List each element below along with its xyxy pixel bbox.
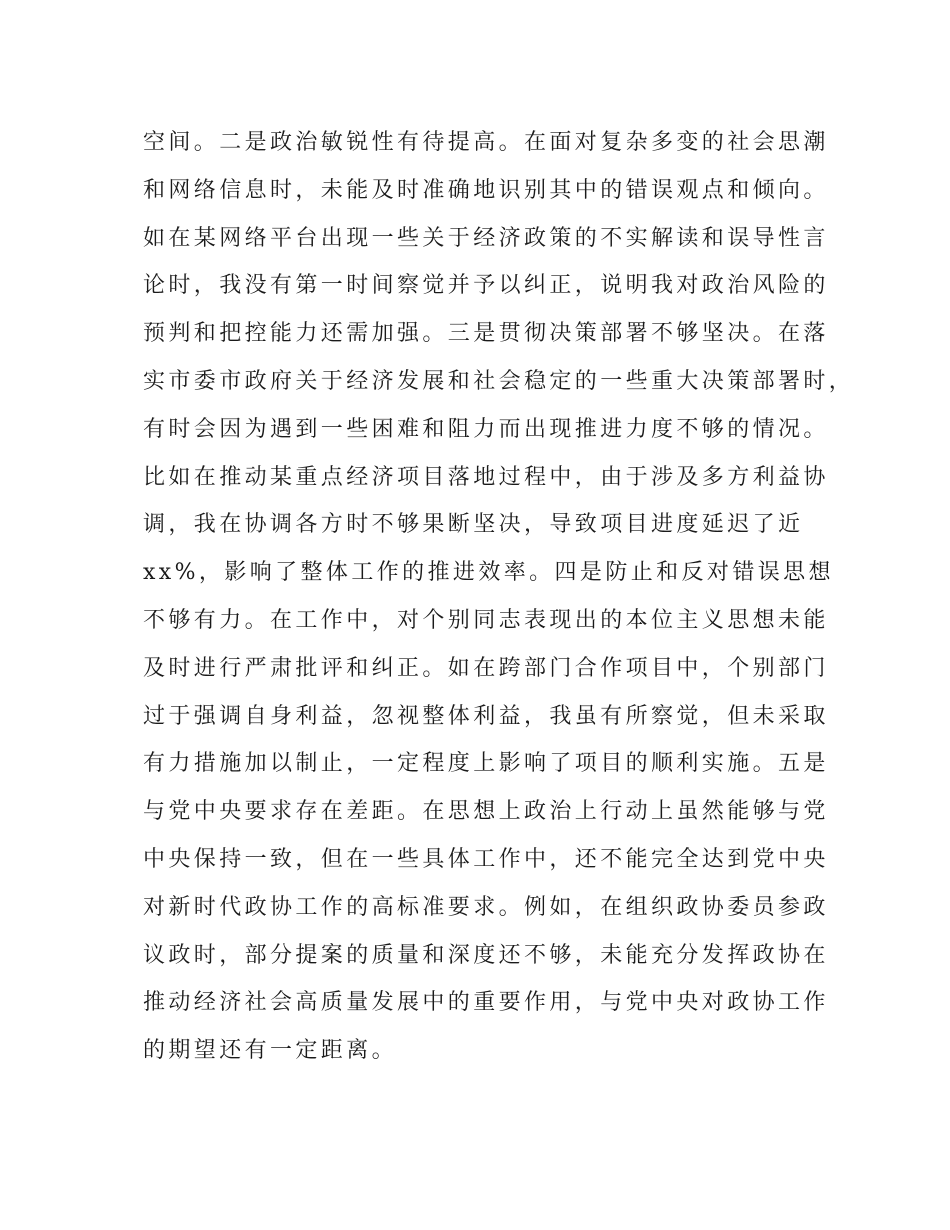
text-line: 中央保持一致，但在一些具体工作中，还不能完全达到党中央 <box>143 846 829 872</box>
text-line: 和网络信息时，未能及时准确地识别其中的错误观点和倾向。 <box>143 177 829 203</box>
text-line: 议政时，部分提案的质量和深度还不够，未能充分发挥政协在 <box>143 942 829 968</box>
text-line: 对新时代政协工作的高标准要求。例如，在组织政协委员参政 <box>143 894 829 920</box>
text-line: 推动经济社会高质量发展中的重要作用，与党中央对政协工作 <box>143 990 829 1016</box>
text-line: 及时进行严肃批评和纠正。如在跨部门合作项目中，个别部门 <box>143 655 829 681</box>
text-line: 的期望还有一定距离。 <box>143 1038 398 1064</box>
text-line: 过于强调自身利益，忽视整体利益，我虽有所察觉，但未采取 <box>143 703 829 729</box>
text-line: 如在某网络平台出现一些关于经济政策的不实解读和误导性言 <box>143 225 829 251</box>
text-line: 有时会因为遇到一些困难和阻力而出现推进力度不够的情况。 <box>143 416 829 442</box>
text-line: 调，我在协调各方时不够果断坚决，导致项目进度延迟了近 <box>143 512 804 538</box>
text-line: 与党中央要求存在差距。在思想上政治上行动上虽然能够与党 <box>143 799 829 825</box>
text-line: 论时，我没有第一时间察觉并予以纠正，说明我对政治风险的 <box>143 273 829 299</box>
body-text <box>143 119 855 1075</box>
text-line: 比如在推动某重点经济项目落地过程中，由于涉及多方利益协 <box>143 464 829 490</box>
text-line: 实市委市政府关于经济发展和社会稳定的一些重大决策部署时， <box>143 368 855 394</box>
text-line: xx%，影响了整体工作的推进效率。四是防止和反对错误思想 <box>143 560 834 586</box>
text-line: 有力措施加以制止，一定程度上影响了项目的顺利实施。五是 <box>143 751 829 777</box>
text-line: 预判和把控能力还需加强。三是贯彻决策部署不够坚决。在落 <box>143 321 829 347</box>
text-line: 不够有力。在工作中，对个别同志表现出的本位主义思想未能 <box>143 607 829 633</box>
text-line: 空间。二是政治敏锐性有待提高。在面对复杂多变的社会思潮 <box>143 130 829 155</box>
